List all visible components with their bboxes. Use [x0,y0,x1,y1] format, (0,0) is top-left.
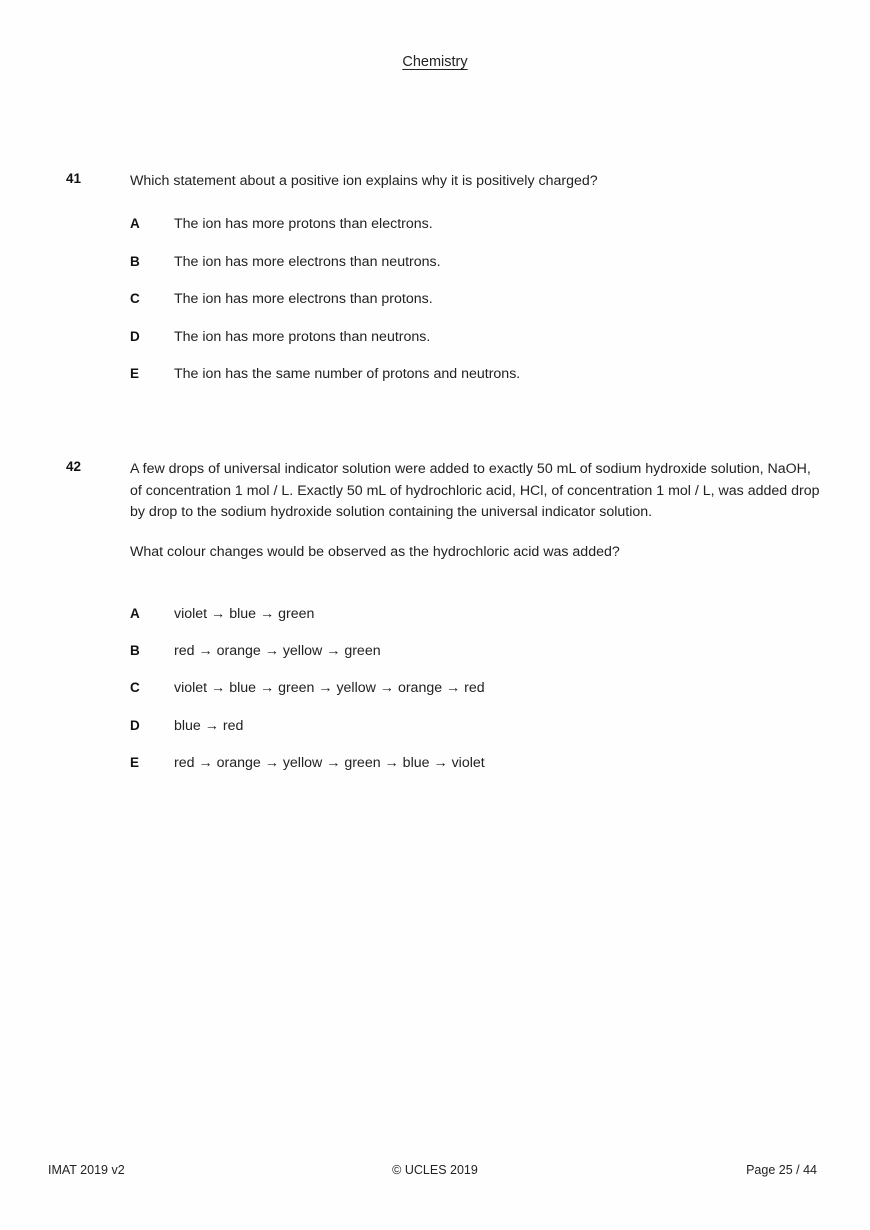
option-letter-e: E [130,366,140,381]
option-letter-c: C [130,291,140,306]
option-text-c: violet → blue → green → yellow → orange → red [174,680,485,697]
option-list-41 [0,216,870,404]
option-42-a[interactable] [0,606,870,643]
option-41-d[interactable] [0,329,870,367]
subject-title: Chemistry [402,54,468,70]
option-text-e: The ion has the same number of protons and neutrons. [174,366,521,382]
option-letter-c: C [130,680,140,696]
option-42-e[interactable] [0,755,870,792]
page-footer [0,1163,870,1183]
option-42-c[interactable] [0,680,870,717]
option-letter-d: D [130,717,140,733]
footer-document-id: IMAT 2019 v2 [48,1163,125,1177]
option-letter-a: A [130,216,140,231]
option-text-a: The ion has more protons than electrons. [174,216,433,232]
option-text-b: The ion has more electrons than neutrons. [174,253,441,270]
option-text-d: The ion has more protons than neutrons. [174,328,431,345]
option-41-e[interactable] [0,366,870,404]
option-letter-b: B [130,643,140,659]
option-text-e: red → orange → yellow → green → blue → violet [174,754,485,771]
option-42-d[interactable] [0,718,870,755]
question-body-42 [130,459,820,563]
option-text-a: violet → blue → green [174,606,315,622]
option-list-42 [0,606,870,792]
question-body-41 [130,171,820,193]
footer-page-number: Page 25 / 44 [746,1163,817,1177]
question-number-41: 41 [66,171,82,186]
subject-header [0,54,870,70]
option-text-c: The ion has more electrons than protons. [174,291,433,307]
option-letter-a: A [130,606,140,621]
option-text-d: blue → red [174,717,244,734]
option-41-c[interactable] [0,291,870,329]
question-stem-42-p1: A few drops of universal indicator solution were added to exactly 50 mL of sodium hydroxide solution, NaOH, of concentration 1 mol / L. Exactly 50 mL of hydrochloric acid, HCl, of concentration 1 mol / L, was added drop by drop to the sodium hydroxide solution containing the universal indicator solution. [130,461,820,520]
option-letter-d: D [130,328,140,344]
option-text-b: red → orange → yellow → green [174,643,381,660]
question-number-42: 42 [66,459,82,474]
option-letter-b: B [130,253,140,269]
option-letter-e: E [130,754,140,770]
option-41-b[interactable] [0,254,870,292]
option-42-b[interactable] [0,643,870,680]
question-stem-42-p2: What colour changes would be observed as the hydrochloric acid was added? [130,543,620,560]
footer-copyright: © UCLES 2019 [392,1163,478,1177]
question-stem-41-p1: Which statement about a positive ion explains why it is positively charged? [130,173,598,189]
option-41-a[interactable] [0,216,870,254]
